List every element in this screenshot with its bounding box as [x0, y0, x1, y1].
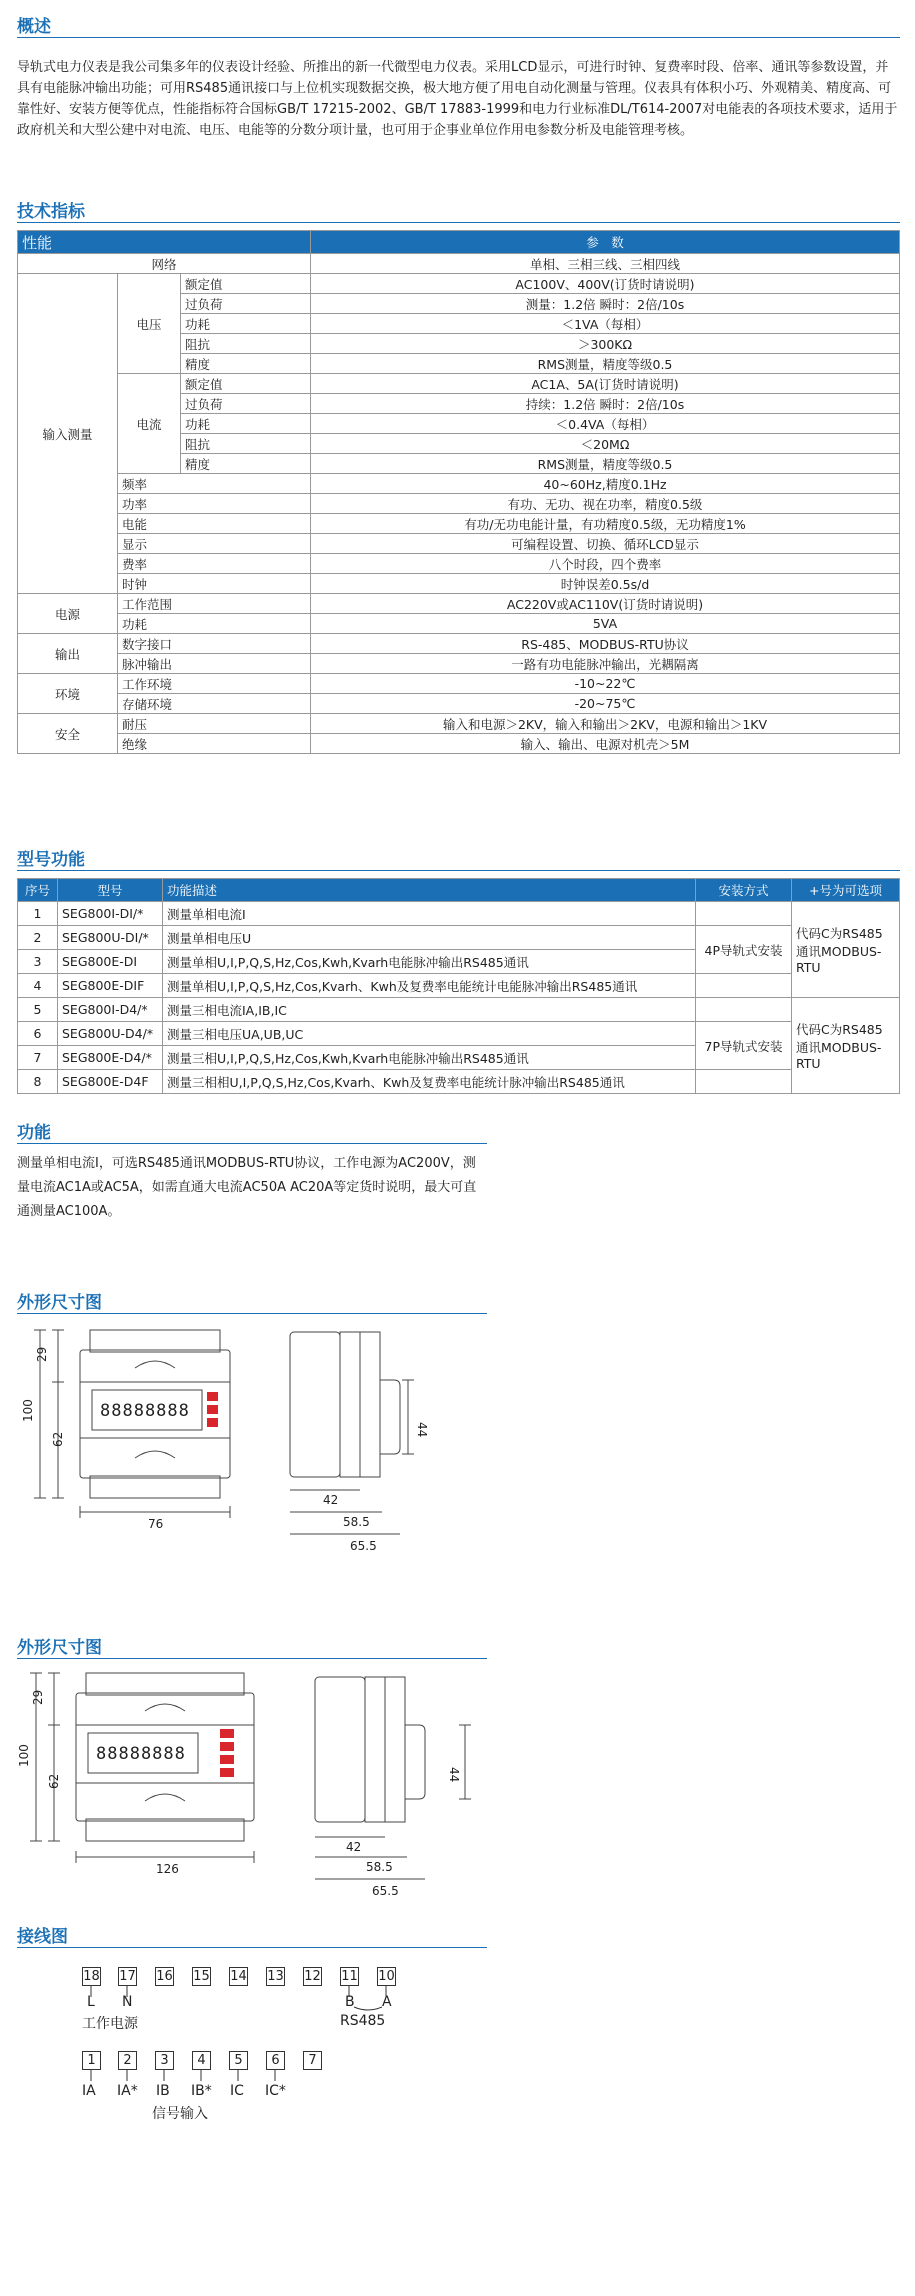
spec-g-value: -10~22℃ [311, 674, 900, 694]
spec-header-row [18, 231, 900, 254]
terminal-1: 1 [82, 2051, 101, 2070]
spec-voltage-label: 电压 [118, 274, 181, 374]
spec-g-value: 5VA [311, 614, 900, 634]
spec-g-value: 输入、输出、电源对机壳＞5M [311, 734, 900, 754]
spec-v-value: RMS测量，精度等级0.5 [311, 354, 900, 374]
spec-g-name: 功耗 [118, 614, 311, 634]
signal-ib-star: IB* [191, 2083, 212, 2099]
dim-58-5: 58.5 [366, 1860, 393, 1874]
spec-power-label: 电源 [18, 594, 118, 634]
spec-g-value: AC220V或AC110V(订货时请说明) [311, 594, 900, 614]
spec-table [17, 230, 900, 754]
spec-g-value: -20~75℃ [311, 694, 900, 714]
spec-c-value: 持续：1.2倍 瞬时：2倍/10s [311, 394, 900, 414]
power-label: 工作电源 [82, 2016, 138, 2032]
model-no: 4 [18, 974, 58, 998]
spec-o-value: 可编程设置、切换、循环LCD显示 [311, 534, 900, 554]
wiring-title: 接线图 [17, 1927, 68, 1947]
bottom-latch [135, 1451, 175, 1458]
model-desc: 测量单相U,I,P,Q,S,Hz,Cos,Kwh,Kvarh电能脉冲输出RS485通讯 [163, 950, 696, 974]
dim-126: 126 [156, 1862, 179, 1876]
spec-v-value: ＞300KΩ [311, 334, 900, 354]
spec-v-value: AC100V、400V(订货时请说明) [311, 274, 900, 294]
model-desc: 测量单相电流I [163, 902, 696, 926]
model-name: SEG800E-D4/* [58, 1046, 163, 1070]
model-header-row [18, 879, 900, 902]
meter-bottom-cap [86, 1819, 244, 1841]
overview-title: 概述 [17, 17, 51, 37]
dim-65-5: 65.5 [372, 1884, 399, 1898]
spec-header-right: 参 数 [311, 231, 900, 254]
spec-g-name: 工作范围 [118, 594, 311, 614]
model-install-empty [696, 998, 792, 1022]
spec-g-name: 存储环境 [118, 694, 311, 714]
dim-29: 29 [31, 1689, 45, 1705]
signal-ic: IC [230, 2083, 244, 2099]
spec-o-name: 时钟 [118, 574, 311, 594]
spec-c-name: 功耗 [181, 414, 311, 434]
red-button-3 [220, 1755, 234, 1764]
model-header: +号为可选项 [792, 879, 900, 902]
model-desc: 测量单相电压U [163, 926, 696, 950]
dim-44: 44 [415, 1422, 429, 1438]
rs485-a: A [382, 1994, 392, 2010]
terminal-14: 14 [230, 1969, 247, 1984]
model-header: 序号 [18, 879, 58, 902]
model-install-empty [696, 1070, 792, 1094]
table-row [18, 998, 900, 1022]
spec-output-label: 输出 [18, 634, 118, 674]
table-row [18, 902, 900, 926]
model-name: SEG800E-DIF [58, 974, 163, 998]
spec-c-name: 阻抗 [181, 434, 311, 454]
spec-v-name: 功耗 [181, 314, 311, 334]
spec-c-name: 精度 [181, 454, 311, 474]
dim-29: 29 [35, 1346, 49, 1362]
model-desc: 测量三相相U,I,P,Q,S,Hz,Cos,Kvarh、Kwh及复费率电能统计脉冲输出RS485通讯 [163, 1070, 696, 1094]
terminal-10: 10 [378, 1969, 395, 1984]
model-no: 2 [18, 926, 58, 950]
spec-o-value: 八个时段，四个费率 [311, 554, 900, 574]
spec-env-label: 环境 [18, 674, 118, 714]
terminal-6: 6 [266, 2051, 285, 2070]
model-header: 安装方式 [696, 879, 792, 902]
dim-76: 76 [148, 1517, 164, 1531]
model-option-2: 代码C为RS485通讯MODBUS-RTU [792, 998, 900, 1094]
rs485-b: B [345, 1994, 355, 2010]
spec-g-name: 脉冲输出 [118, 654, 311, 674]
dim-58-5: 58.5 [343, 1515, 370, 1529]
spec-g-value: 一路有功电能脉冲输出，光耦隔离 [311, 654, 900, 674]
model-no: 6 [18, 1022, 58, 1046]
red-button-1 [207, 1392, 218, 1401]
terminal-17: 17 [119, 1969, 136, 1984]
spec-o-name: 频率 [118, 474, 311, 494]
spec-g-value: RS-485、MODBUS-RTU协议 [311, 634, 900, 654]
wiring-bottom-leads [80, 2069, 320, 2083]
signal-ic-star: IC* [265, 2083, 286, 2099]
table-row [18, 926, 900, 950]
terminal-13: 13 [267, 1969, 284, 1984]
spec-o-value: 有功/无功电能计量，有功精度0.5级，无功精度1% [311, 514, 900, 534]
rs485-label: RS485 [340, 2013, 386, 2029]
terminal-2: 2 [118, 2051, 137, 2070]
spec-c-name: 过负荷 [181, 394, 311, 414]
signal-ia: IA [82, 2083, 96, 2099]
function-title: 功能 [17, 1123, 51, 1143]
red-button-2 [220, 1742, 234, 1751]
model-desc: 测量三相U,I,P,Q,S,Hz,Cos,Kwh,Kvarh电能脉冲输出RS485通讯 [163, 1046, 696, 1070]
model-option-1: 代码C为RS485通讯MODBUS-RTU [792, 902, 900, 998]
dimension-drawing-1 [10, 1322, 490, 1562]
model-name: SEG800U-D4/* [58, 1022, 163, 1046]
spec-c-value: ＜20MΩ [311, 434, 900, 454]
dim-62: 62 [47, 1773, 61, 1789]
spec-v-name: 阻抗 [181, 334, 311, 354]
top-latch [145, 1704, 185, 1711]
power-n: N [122, 1994, 133, 2010]
signal-input-label: 信号输入 [152, 2106, 208, 2122]
dimension-divider-2 [17, 1658, 487, 1659]
spec-c-name: 额定值 [181, 374, 311, 394]
model-name: SEG800I-D4/* [58, 998, 163, 1022]
spec-network-value: 单相、三相三线、三相四线 [311, 254, 900, 274]
spec-o-name: 费率 [118, 554, 311, 574]
red-button-3 [207, 1418, 218, 1427]
model-table [17, 878, 900, 1094]
model-install-empty [696, 974, 792, 998]
model-name: SEG800E-D4F [58, 1070, 163, 1094]
spec-o-value: 40~60Hz,精度0.1Hz [311, 474, 900, 494]
terminal-15: 15 [193, 1969, 210, 1984]
dim-100: 100 [17, 1744, 31, 1767]
spec-c-value: RMS测量，精度等级0.5 [311, 454, 900, 474]
function-text: 测量单相电流I，可选RS485通讯MODBUS-RTU协议，工作电源为AC200V，测量电流AC1A或AC5A，如需直通大电流AC50A AC20A等定货时说明，最大可直通测量AC100A。 [17, 1156, 477, 1219]
spec-row-network [18, 254, 900, 274]
spec-o-value: 有功、无功、视在功率，精度0.5级 [311, 494, 900, 514]
model-desc: 测量三相电流IA,IB,IC [163, 998, 696, 1022]
dimension-divider-1 [17, 1313, 487, 1314]
models-title: 型号功能 [17, 850, 85, 870]
model-header: 功能描述 [163, 879, 696, 902]
bottom-latch [145, 1794, 185, 1801]
terminal-7: 7 [303, 2051, 322, 2070]
model-header: 型号 [58, 879, 163, 902]
spec-network-label: 网络 [18, 254, 311, 274]
terminal-12: 12 [304, 1969, 321, 1984]
spec-title: 技术指标 [17, 202, 85, 222]
models-divider [17, 870, 900, 871]
meter-top-cap [90, 1330, 220, 1352]
red-button-2 [207, 1405, 218, 1414]
meter-side-view [290, 1332, 414, 1534]
model-name: SEG800U-DI/* [58, 926, 163, 950]
table-row [18, 1070, 900, 1094]
dim-44: 44 [447, 1767, 461, 1783]
spec-c-value: AC1A、5A(订货时请说明) [311, 374, 900, 394]
red-button-1 [220, 1729, 234, 1738]
model-install-empty [696, 902, 792, 926]
model-no: 8 [18, 1070, 58, 1094]
lcd-digits: 88888888 [96, 1744, 186, 1764]
terminal-11: 11 [341, 1969, 358, 1984]
overview-divider [17, 37, 900, 38]
dimension-title-1: 外形尺寸图 [17, 1293, 102, 1313]
model-no: 1 [18, 902, 58, 926]
dimension-title-2: 外形尺寸图 [17, 1638, 102, 1658]
meter-top-cap [86, 1673, 244, 1695]
overview-text: 导轨式电力仪表是我公司集多年的仪表设计经验、所推出的新一代微型电力仪表。采用LCD显示，可进行时钟、复费率时段、倍率、通讯等参数设置，并具有电能脉冲输出功能；可用RS485通讯接口与上位机实现数据交换，极大地方便了用电自动化测量与管理。仪表具有体积小巧、外观精美、精度高、可靠性好、安装方便等优点，性能指标符合国标GB/T 17215-2002、GB/T 17883-1999和电力行业标准DL/T614-2007对电能表的各项技术要求，适用于政府机关和大型公建中对电流、电压、电能等的分数分项计量，也可用于企事业单位作用电参数分析及电能管理考核。 [17, 60, 898, 138]
spec-input-label: 输入测量 [18, 274, 118, 594]
spec-g-name: 数字接口 [118, 634, 311, 654]
dim-100: 100 [21, 1399, 35, 1422]
model-name: SEG800E-DI [58, 950, 163, 974]
table-row [18, 1022, 900, 1046]
terminal-18: 18 [83, 1969, 100, 1984]
spec-v-value: 测量：1.2倍 瞬时：2倍/10s [311, 294, 900, 314]
spec-o-value: 时钟误差0.5s/d [311, 574, 900, 594]
spec-o-name: 显示 [118, 534, 311, 554]
dim-62: 62 [51, 1431, 65, 1447]
signal-ib: IB [156, 2083, 170, 2099]
model-desc: 测量单相U,I,P,Q,S,Hz,Cos,Kvarh、Kwh及复费率电能统计电能脉冲输出RS485通讯 [163, 974, 696, 998]
spec-v-name: 精度 [181, 354, 311, 374]
model-no: 5 [18, 998, 58, 1022]
table-row [18, 974, 900, 998]
spec-g-value: 输入和电源＞2KV，输入和输出＞2KV，电源和输出＞1KV [311, 714, 900, 734]
model-name: SEG800I-DI/* [58, 902, 163, 926]
red-button-4 [220, 1768, 234, 1777]
model-no: 3 [18, 950, 58, 974]
terminal-16: 16 [156, 1969, 173, 1984]
dimension-drawing-2 [10, 1667, 490, 1902]
spec-o-name: 电能 [118, 514, 311, 534]
signal-ia-star: IA* [117, 2083, 138, 2099]
spec-safety-label: 安全 [18, 714, 118, 754]
dim-42: 42 [323, 1493, 339, 1507]
spec-current-label: 电流 [118, 374, 181, 474]
lcd-digits: 88888888 [100, 1401, 190, 1421]
spec-v-name: 额定值 [181, 274, 311, 294]
spec-header-left: 性能 [18, 231, 311, 254]
spec-c-value: ＜0.4VA（每相） [311, 414, 900, 434]
terminal-5: 5 [229, 2051, 248, 2070]
spec-g-name: 耐压 [118, 714, 311, 734]
dim-42: 42 [346, 1840, 362, 1854]
top-latch [135, 1361, 175, 1368]
model-desc: 测量三相电压UA,UB,UC [163, 1022, 696, 1046]
spec-g-name: 绝缘 [118, 734, 311, 754]
meter-bottom-cap [90, 1476, 220, 1498]
function-divider [17, 1143, 487, 1144]
spec-g-name: 工作环境 [118, 674, 311, 694]
spec-divider [17, 222, 900, 223]
model-install-4p: 4P导轨式安装 [696, 926, 792, 974]
power-l: L [87, 1994, 95, 2010]
terminal-4: 4 [192, 2051, 211, 2070]
spec-o-name: 功率 [118, 494, 311, 514]
dim-65-5: 65.5 [350, 1539, 377, 1553]
model-install-7p: 7P导轨式安装 [696, 1022, 792, 1070]
wiring-divider [17, 1947, 487, 1948]
model-no: 7 [18, 1046, 58, 1070]
terminal-3: 3 [155, 2051, 174, 2070]
spec-v-name: 过负荷 [181, 294, 311, 314]
spec-v-value: ＜1VA（每相） [311, 314, 900, 334]
